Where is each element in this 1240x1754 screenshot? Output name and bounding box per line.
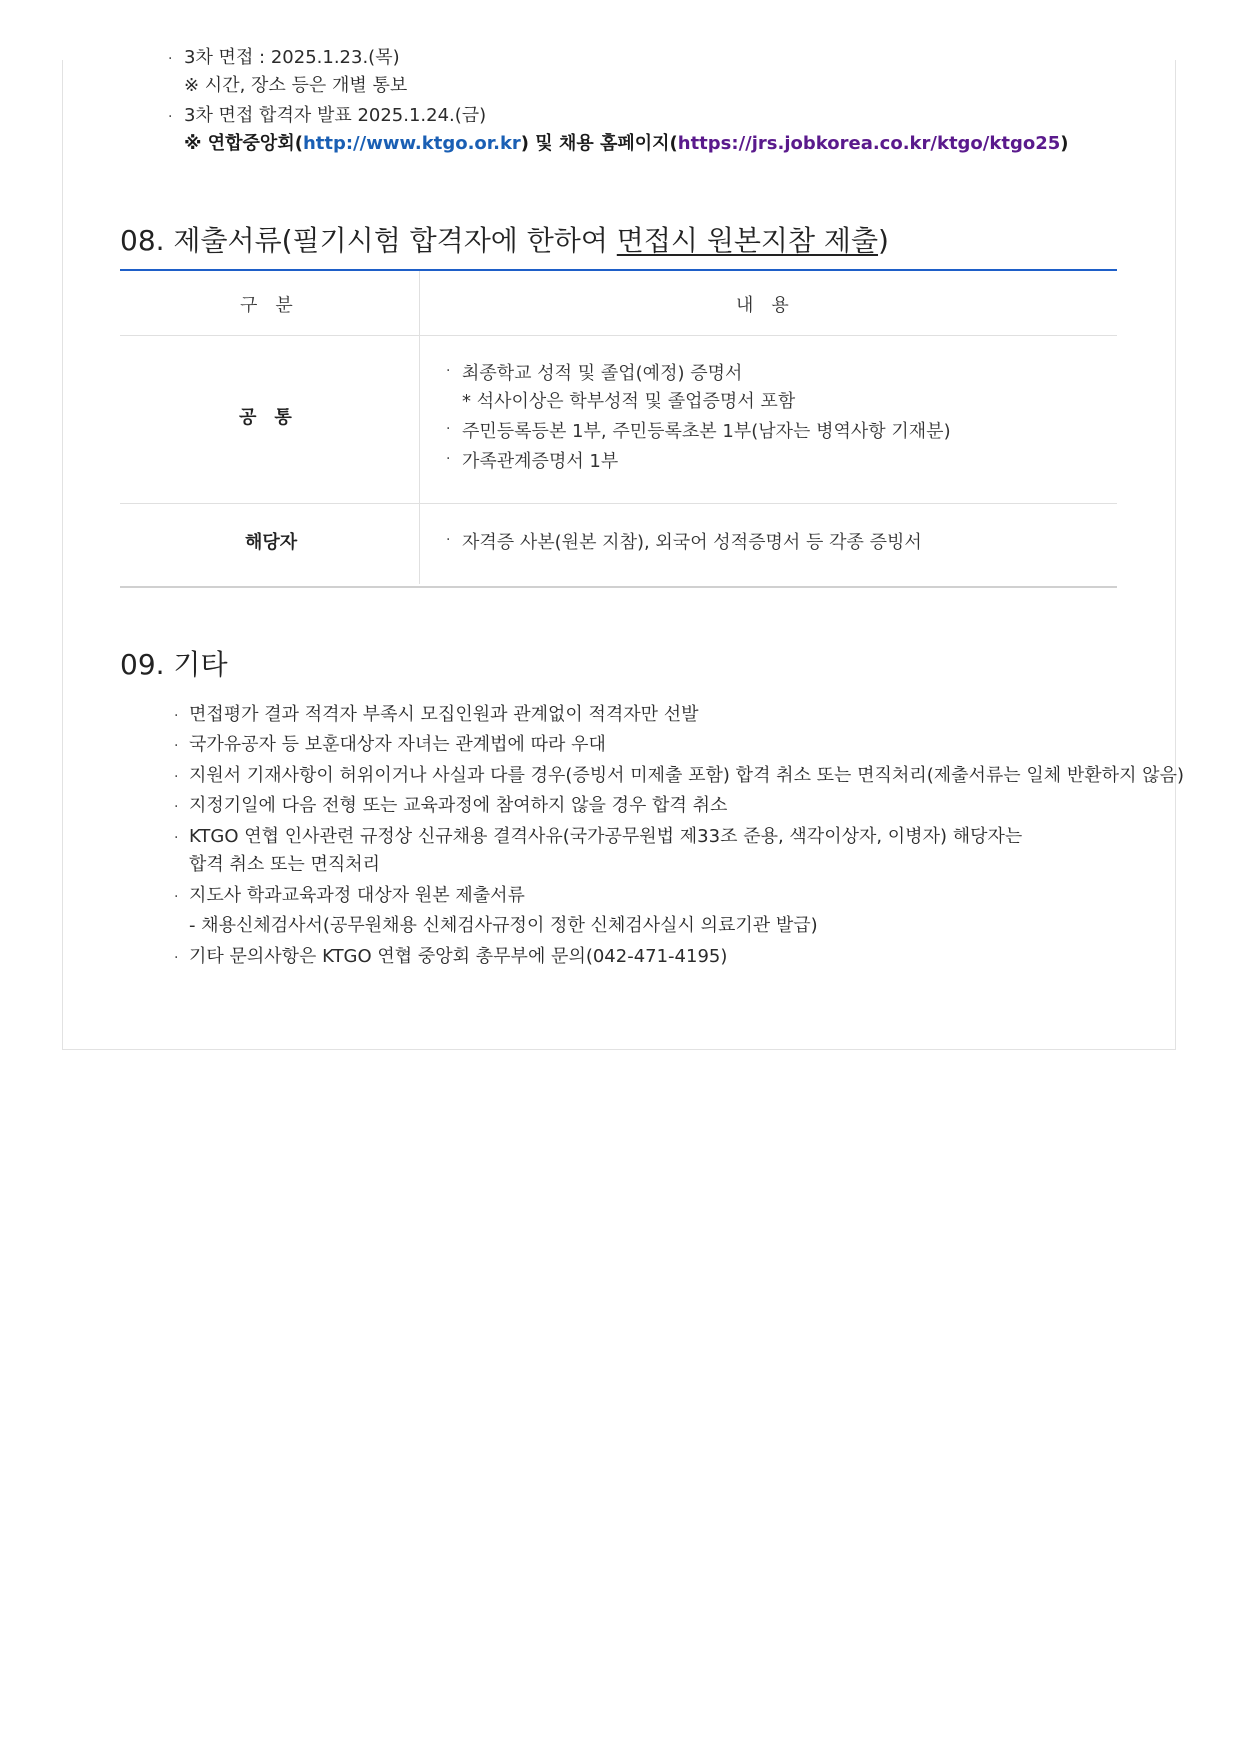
table-divider (120, 503, 1117, 504)
row-label-common: 공 통 (239, 407, 292, 428)
list-item: KTGO 연협 인사관련 규정상 신규채용 결격사유(국가공무원법 제33조 준용, 색각이상자, 이병자) 해당자는 (189, 826, 1023, 847)
section-08-title (120, 219, 889, 259)
bullet: · (168, 109, 173, 125)
bullet: · (174, 799, 179, 815)
ktgo-link[interactable]: http://www.ktgo.or.kr (302, 133, 521, 154)
bullet: · (168, 51, 173, 67)
table-row-item: 자격증 사본(원본 지참), 외국어 성적증명서 등 각종 증빙서 (462, 532, 922, 553)
table-row-item: 주민등록등본 1부, 주민등록초본 1부(남자는 병역사항 기재분) (462, 421, 951, 442)
list-item: 지원서 기재사항이 허위이거나 사실과 다를 경우(증빙서 미제출 포함) 합격 취소 또는 면직처리(제출서류는 일체 반환하지 않음) (189, 765, 1184, 786)
bullet: · (174, 708, 179, 724)
header-content: 내 용 (736, 295, 789, 316)
bullet: · (174, 830, 179, 846)
table-row-item: 가족관계증명서 1부 (462, 451, 619, 472)
bullet: · (174, 889, 179, 905)
list-item: 국가유공자 등 보훈대상자 자녀는 관계법에 따라 우대 (189, 734, 606, 755)
homepage-note-mid: ) 및 채용 홈페이지( (520, 133, 678, 154)
jobkorea-link[interactable]: https://jrs.jobkorea.co.kr/ktgo/ktgo25 (677, 133, 1061, 154)
row-label-applicable: 해당자 (245, 532, 298, 553)
section-09-title: 09. 기타 (120, 648, 228, 681)
list-item-continuation: 합격 취소 또는 면직처리 (189, 854, 381, 875)
homepage-note-suffix: ) (1060, 133, 1069, 154)
table-row-item: 최종학교 성적 및 졸업(예정) 증명서 (462, 363, 743, 384)
table-row-item: * 석사이상은 학부성적 및 졸업증명서 포함 (462, 391, 796, 412)
list-item: 기타 문의사항은 KTGO 연협 중앙회 총무부에 문의(042-471-4195) (189, 946, 728, 967)
bullet: · (174, 950, 179, 966)
table-divider (120, 335, 1117, 336)
section-08-title-suffix: ) (878, 224, 889, 257)
interview-3-result: 3차 면접 합격자 발표 2025.1.24.(금) (184, 105, 487, 126)
header-category: 구 분 (240, 295, 293, 316)
interview-3-date: 3차 면접 : 2025.1.23.(목) (184, 47, 400, 68)
homepage-note-prefix: ※ 연합중앙회( (184, 133, 303, 154)
bullet: · (446, 421, 451, 437)
bullet: · (446, 451, 451, 467)
section-08-title-underlined: 면접시 원본지참 제출 (616, 224, 879, 257)
bullet: · (174, 769, 179, 785)
homepage-note (184, 132, 1068, 156)
table-divider-vertical (419, 271, 420, 584)
list-item-sub: - 채용신체검사서(공무원채용 신체검사규정이 정한 신체검사실시 의료기관 발급) (189, 915, 818, 936)
documents-table (120, 269, 1117, 588)
bullet: · (174, 738, 179, 754)
interview-3-note: ※ 시간, 장소 등은 개별 통보 (184, 75, 408, 96)
list-item: 지도사 학과교육과정 대상자 원본 제출서류 (189, 885, 525, 906)
list-item: 면접평가 결과 적격자 부족시 모집인원과 관계없이 적격자만 선발 (189, 704, 699, 725)
list-item: 지정기일에 다음 전형 또는 교육과정에 참여하지 않을 경우 합격 취소 (189, 795, 728, 816)
bullet: · (446, 363, 451, 379)
section-08-title-prefix: 08. 제출서류(필기시험 합격자에 한하여 (120, 224, 617, 257)
bullet: · (446, 532, 451, 548)
